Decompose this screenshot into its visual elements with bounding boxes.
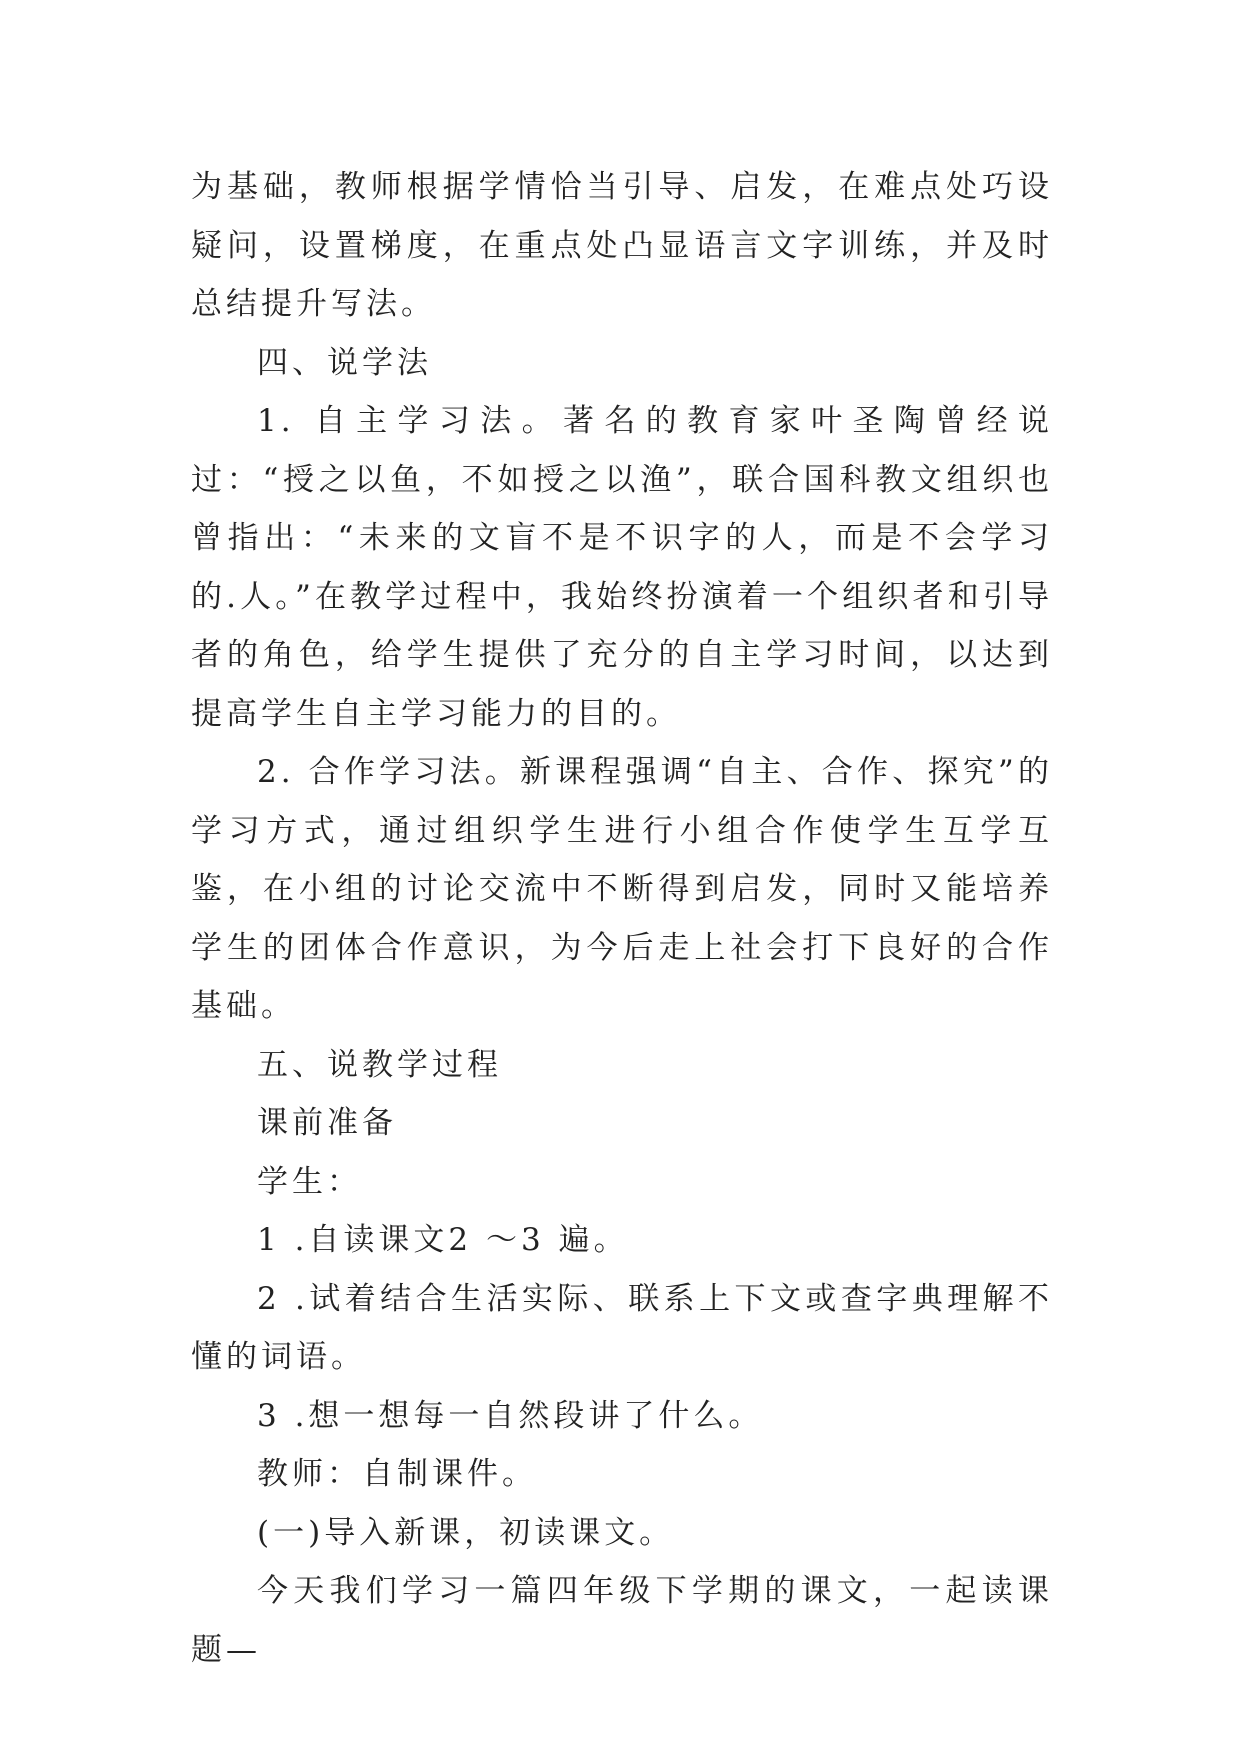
document-body	[191, 158, 1053, 1679]
list-item: 1 .自读课文2 ～3 遍。	[257, 1222, 629, 1258]
subheading: 课前准备	[257, 1105, 397, 1141]
paragraph: 为基础，教师根据学情恰当引导、启发，在难点处巧设疑问，设置梯度，在重点处凸显语言文字训练，并及时总结提升写法。	[191, 169, 1053, 322]
label-line: 学生：	[257, 1163, 362, 1200]
list-item: 3 .想一想每一自然段讲了什么。	[257, 1397, 764, 1434]
subheading: (一)导入新课，初读课文。	[257, 1514, 675, 1551]
paragraph: 1. 自主学习法。著名的教育家叶圣陶曾经说过：“授之以鱼，不如授之以渔”，联合国科教文组织也曾指出：“未来的文盲不是不识字的人，而是不会学习的.人。”在教学过程中，我始终扮演着一个组织者和引导者的角色，给学生提供了充分的自主学习时间，以达到提高学生自主学习能力的目的。	[191, 403, 1053, 732]
label-line: 教师：自制课件。	[257, 1456, 537, 1492]
list-item: 2 .试着结合生活实际、联系上下文或查字典理解不懂的词语。	[191, 1280, 1053, 1375]
paragraph: 2. 合作学习法。新课程强调“自主、合作、探究”的学习方式，通过组织学生进行小组合作使学生互学互鉴，在小组的讨论交流中不断得到启发，同时又能培养学生的团体合作意识，为今后走上社会打下良好的合作基础。	[191, 754, 1053, 1024]
section-heading: 五、说教学过程	[257, 1046, 502, 1083]
section-heading: 四、说学法	[257, 344, 432, 381]
paragraph: 今天我们学习一篇四年级下学期的课文，一起读课题—	[191, 1573, 1053, 1668]
